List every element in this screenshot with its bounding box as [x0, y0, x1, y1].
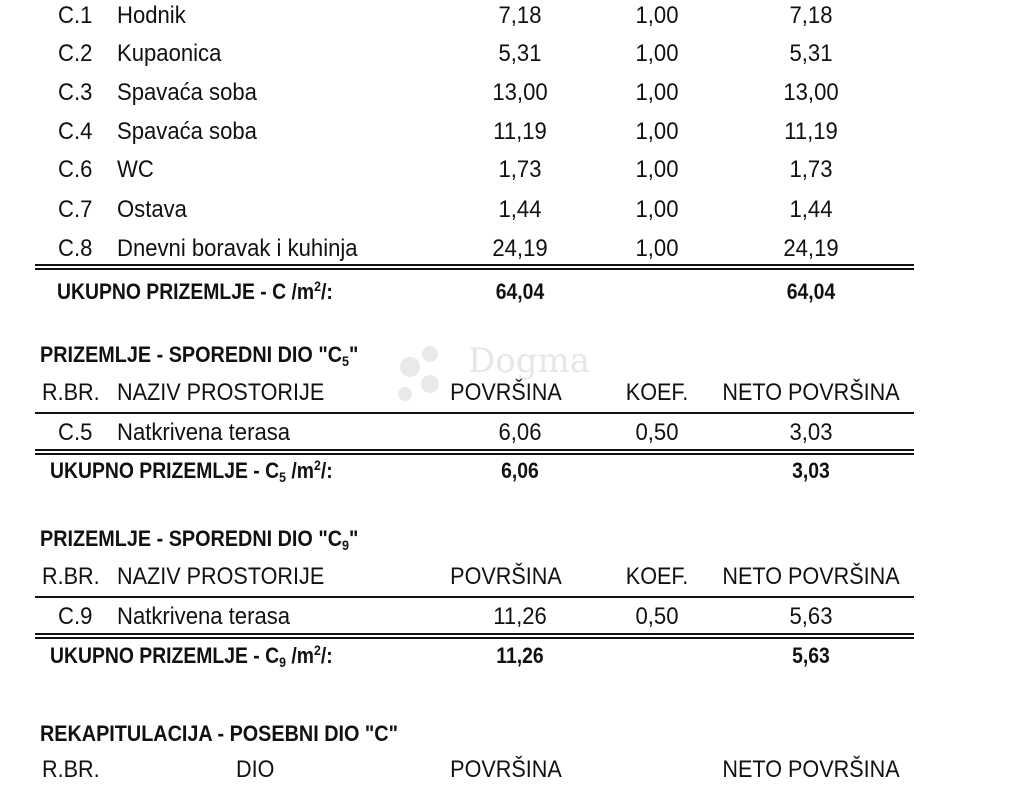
header-rule — [35, 412, 914, 414]
row-name: Natkrivena terasa — [117, 419, 291, 446]
section-heading-text: PRIZEMLJE - SPOREDNI DIO "$C_5$" — [40, 342, 359, 369]
row-neto: 24,19 — [783, 235, 839, 262]
recap-header-neto: NETO POVRŠINA — [722, 756, 900, 783]
row-neto: 1,44 — [789, 196, 833, 223]
row-name: Spavaća soba — [117, 79, 257, 106]
row-name: Kupaonica — [117, 40, 222, 67]
row-area: 1,73 — [498, 156, 542, 183]
header-koef: KOEF. — [625, 563, 689, 590]
table-row — [0, 79, 1024, 115]
row-name: Ostava — [117, 196, 187, 223]
column-headers-c9 — [0, 563, 1024, 599]
recap-header-povrsina: POVRŠINA — [450, 756, 562, 783]
c9-total-neto: 5,63 — [792, 643, 830, 668]
row-area: 5,31 — [498, 40, 542, 67]
header-neto: NETO POVRŠINA — [722, 563, 900, 590]
row-koef: 1,00 — [635, 235, 679, 262]
main-total-area: 64,04 — [495, 279, 545, 304]
table-row — [0, 118, 1024, 154]
recap-header-rbr: R.BR. — [42, 756, 100, 783]
row-koef: 0,50 — [635, 603, 679, 630]
c5-total-row — [0, 458, 1024, 494]
section-heading-c9 — [0, 526, 1024, 562]
row-id: C.5 — [58, 419, 93, 446]
row-neto: 1,73 — [789, 156, 833, 183]
row-id: C.2 — [58, 40, 93, 67]
recap-header-dio: DIO — [236, 756, 275, 783]
column-headers-c5 — [0, 379, 1024, 415]
header-neto: NETO POVRŠINA — [722, 379, 900, 406]
row-id: C.7 — [58, 196, 93, 223]
row-area: 11,19 — [493, 118, 547, 145]
row-area: 1,44 — [498, 196, 542, 223]
header-naziv: NAZIV PROSTORIJE — [117, 563, 325, 590]
c9-total-label: UKUPNO PRIZEMLJE - $C_9$ $/m^2/$: — [50, 642, 333, 670]
row-neto: 13,00 — [783, 79, 839, 106]
row-koef: 1,00 — [635, 2, 679, 29]
row-area: 7,18 — [498, 2, 542, 29]
header-rbr: R.BR. — [42, 379, 100, 406]
header-povrsina: POVRŠINA — [450, 563, 562, 590]
recap-heading: REKAPITULACIJA - POSEBNI DIO "C" — [40, 721, 398, 746]
row-koef: 1,00 — [635, 79, 679, 106]
table-row — [0, 196, 1024, 232]
watermark-text: Dogma — [468, 341, 591, 381]
header-povrsina: POVRŠINA — [450, 379, 562, 406]
header-rbr: R.BR. — [42, 563, 100, 590]
row-id: C.1 — [58, 2, 93, 29]
double-rule — [35, 264, 914, 266]
double-rule — [35, 449, 914, 451]
header-naziv: NAZIV PROSTORIJE — [117, 379, 325, 406]
row-neto: 7,18 — [789, 2, 833, 29]
main-total-row — [0, 279, 1024, 315]
row-koef: 1,00 — [635, 40, 679, 67]
row-area: 13,00 — [492, 79, 548, 106]
row-name: Natkrivena terasa — [117, 603, 291, 630]
main-total-neto: 64,04 — [786, 279, 836, 304]
c5-total-area: 6,06 — [501, 458, 539, 483]
table-row — [0, 2, 1024, 38]
table-row — [0, 156, 1024, 192]
row-koef: 1,00 — [635, 196, 679, 223]
row-id: C.9 — [58, 603, 93, 630]
main-total-label: UKUPNO PRIZEMLJE - C $/m^2/$: — [57, 278, 333, 304]
row-koef: 1,00 — [635, 156, 679, 183]
row-neto: 3,03 — [789, 419, 833, 446]
section-heading-text: PRIZEMLJE - SPOREDNI DIO "$C_9$" — [40, 526, 359, 553]
recap-heading-row — [0, 721, 1024, 757]
c5-total-neto: 3,03 — [792, 458, 830, 483]
row-koef: 1,00 — [635, 118, 679, 145]
double-rule — [35, 633, 914, 635]
row-id: C.8 — [58, 235, 93, 262]
row-koef: 0,50 — [635, 419, 679, 446]
row-name: Dnevni boravak i kuhinja — [117, 235, 358, 262]
c5-total-label: UKUPNO PRIZEMLJE - $C_5$ $/m^2/$: — [50, 457, 333, 485]
row-area: 6,06 — [498, 419, 542, 446]
table-row — [0, 40, 1024, 76]
c9-total-area: 11,26 — [496, 643, 544, 668]
c9-total-row — [0, 643, 1024, 679]
row-area: 24,19 — [492, 235, 548, 262]
section-heading-c5 — [0, 342, 1024, 378]
header-koef: KOEF. — [625, 379, 689, 406]
row-id: C.3 — [58, 79, 93, 106]
row-name: Hodnik — [117, 2, 186, 29]
row-name: WC — [117, 156, 154, 183]
recap-column-headers — [0, 756, 1024, 792]
header-rule — [35, 596, 914, 598]
row-neto: 11,19 — [784, 118, 838, 145]
row-name: Spavaća soba — [117, 118, 257, 145]
row-id: C.4 — [58, 118, 93, 145]
row-id: C.6 — [58, 156, 93, 183]
row-neto: 5,63 — [789, 603, 833, 630]
row-area: 11,26 — [493, 603, 547, 630]
row-neto: 5,31 — [789, 40, 833, 67]
